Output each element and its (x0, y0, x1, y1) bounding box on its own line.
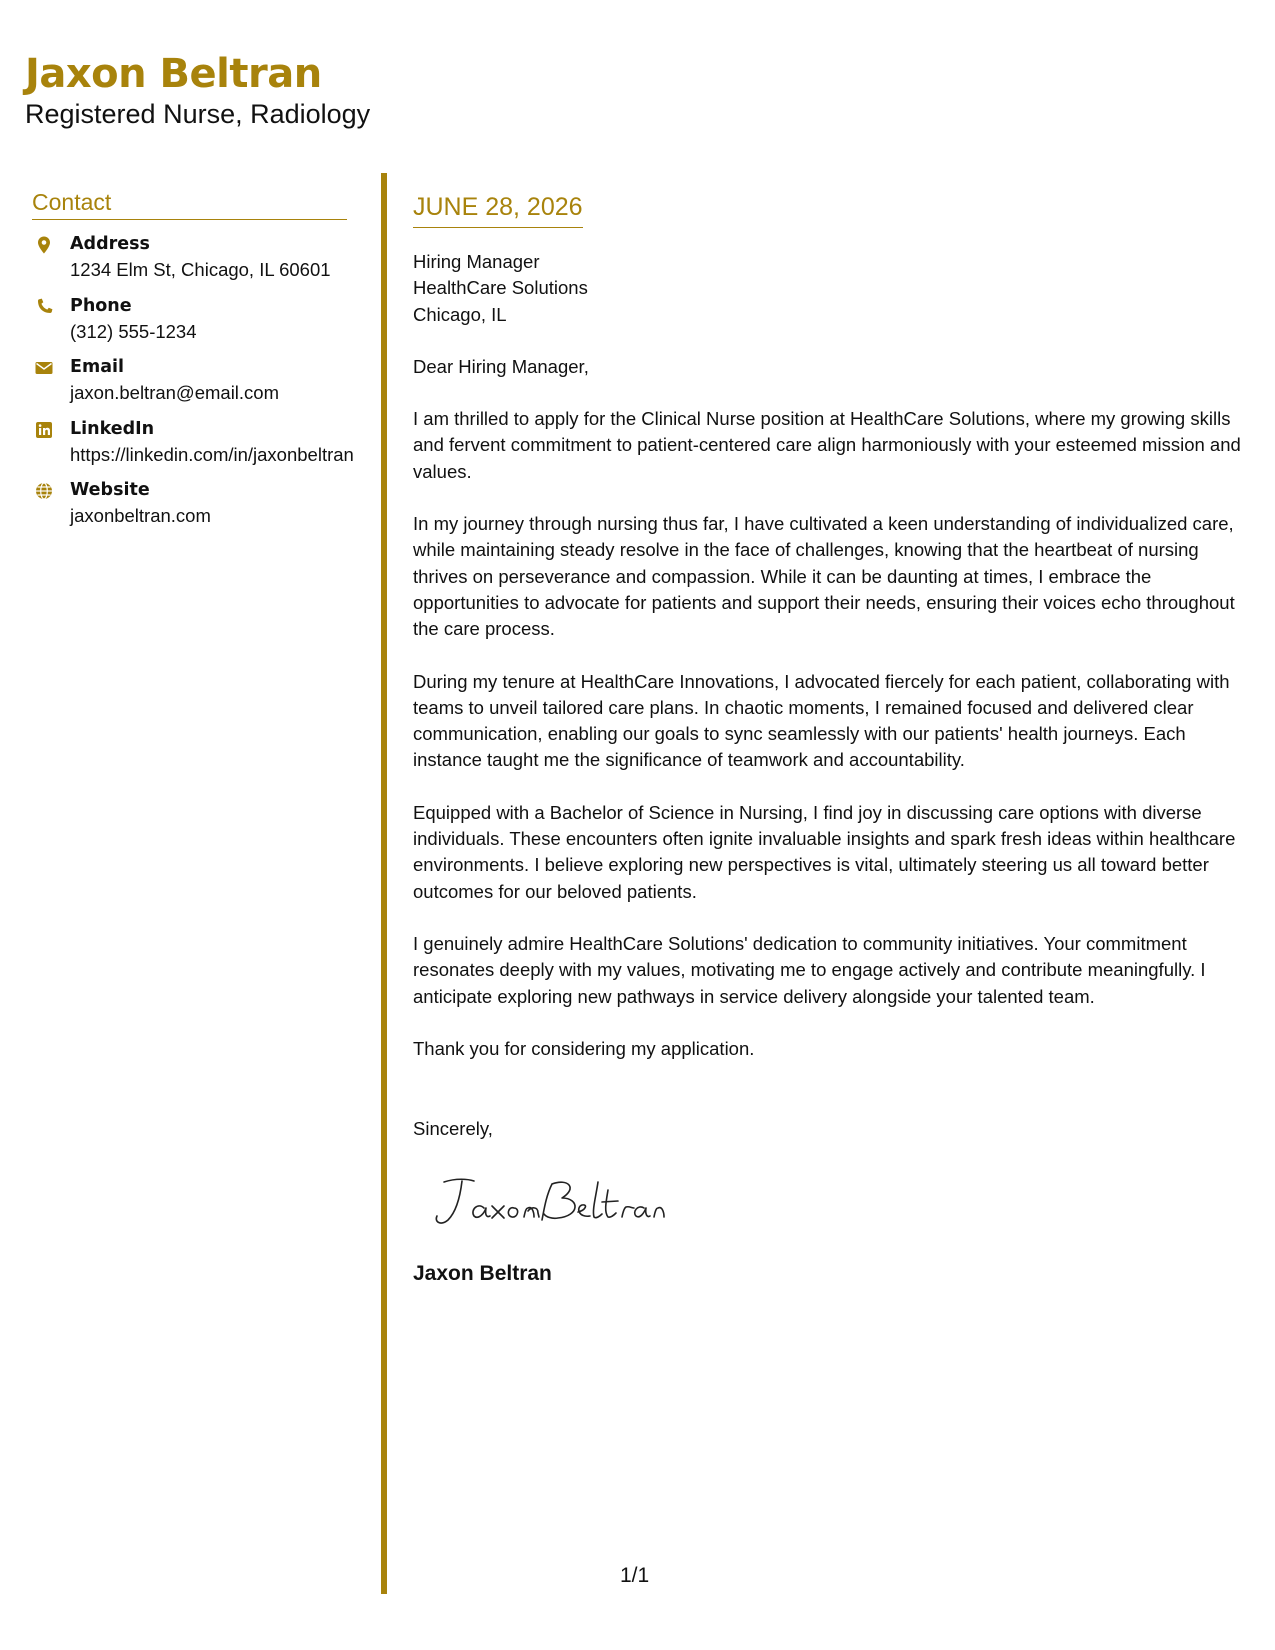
contact-label-linkedin: LinkedIn (70, 418, 155, 439)
closing: Sincerely, (413, 1118, 493, 1139)
letter-body (413, 249, 1253, 1088)
signed-name: Jaxon Beltran (413, 1262, 552, 1285)
globe-icon (34, 481, 54, 501)
contact-item-phone (34, 294, 354, 345)
recipient-line: HealthCare Solutions (413, 277, 588, 299)
letter-paragraph: Thank you for considering my application. (413, 1037, 755, 1059)
contact-label-address: Address (70, 234, 150, 254)
phone-icon (34, 297, 54, 317)
recipient-line: Chicago, IL (413, 303, 507, 325)
letter-paragraph: I genuinely admire HealthCare Solutions' dedication to community initiatives. Your commitment resonates deeply with my values, motivating me to engage actively and contribute meaningfully. I anticipate exploring new pathways in service delivery alongside your talented team. (413, 932, 1206, 1007)
contact-item-linkedin (34, 417, 354, 468)
contact-label-website: Website (70, 480, 150, 500)
linkedin-icon (34, 420, 54, 440)
contact-item-address (34, 232, 354, 283)
contact-label-email: Email (70, 357, 124, 377)
applicant-role: Registered Nurse, Radiology (25, 99, 371, 129)
contact-value-phone: (312) 555-1234 (70, 320, 197, 342)
contact-heading: Contact (32, 187, 347, 220)
letter-paragraph: In my journey through nursing thus far, I have cultivated a keen understanding of individualized care, while maintaining steady resolve in the face of challenges, knowing that the heartbeat of nursing thrives on perseverance and compassion. While it can be daunting at times, I embrace the opportunities to advocate for patients and support their needs, ensuring their voices echo throughout the care process. (413, 513, 1235, 640)
salutation: Dear Hiring Manager, (413, 355, 589, 377)
contact-label-phone: Phone (70, 295, 132, 316)
page-number: 1/1 (620, 1564, 650, 1587)
letter-paragraph: During my tenure at HealthCare Innovations, I advocated fiercely for each patient, collaborating with teams to unveil tailored care plans. In chaotic moments, I remained focused and delivered clear communication, enabling our goals to sync seamlessly with our patients' health journeys. Each instance taught me the significance of teamwork and accountability. (413, 670, 1230, 771)
map-pin-icon (34, 235, 54, 255)
contact-item-email (34, 355, 354, 406)
envelope-icon (34, 358, 54, 378)
contact-item-website (34, 478, 354, 529)
contact-list (34, 232, 354, 540)
letter-paragraph: I am thrilled to apply for the Clinical Nurse position at HealthCare Solutions, where my growing skills and fervent commitment to patient-centered care align harmoniously with your esteemed mission and values. (413, 408, 1241, 482)
handwritten-signature (428, 1170, 668, 1240)
contact-value-linkedin[interactable]: https://linkedin.com/in/jaxonbeltran (70, 443, 354, 465)
letter-date: JUNE 28, 2026 (413, 191, 583, 228)
applicant-name: Jaxon Beltran (25, 51, 322, 97)
contact-value-email: jaxon.beltran@email.com (70, 382, 280, 403)
contact-value-address: 1234 Elm St, Chicago, IL 60601 (70, 259, 331, 280)
recipient-block (413, 249, 1253, 328)
column-divider (381, 173, 387, 1594)
contact-value-website[interactable]: jaxonbeltran.com (70, 505, 211, 526)
recipient-line: Hiring Manager (413, 251, 540, 272)
letter-paragraph: Equipped with a Bachelor of Science in Nursing, I find joy in discussing care options with diverse individuals. These encounters often ignite invaluable insights and spark fresh ideas within healthcare environments. I believe exploring new perspectives is vital, ultimately steering us all toward better outcomes for our beloved patients. (413, 801, 1236, 902)
